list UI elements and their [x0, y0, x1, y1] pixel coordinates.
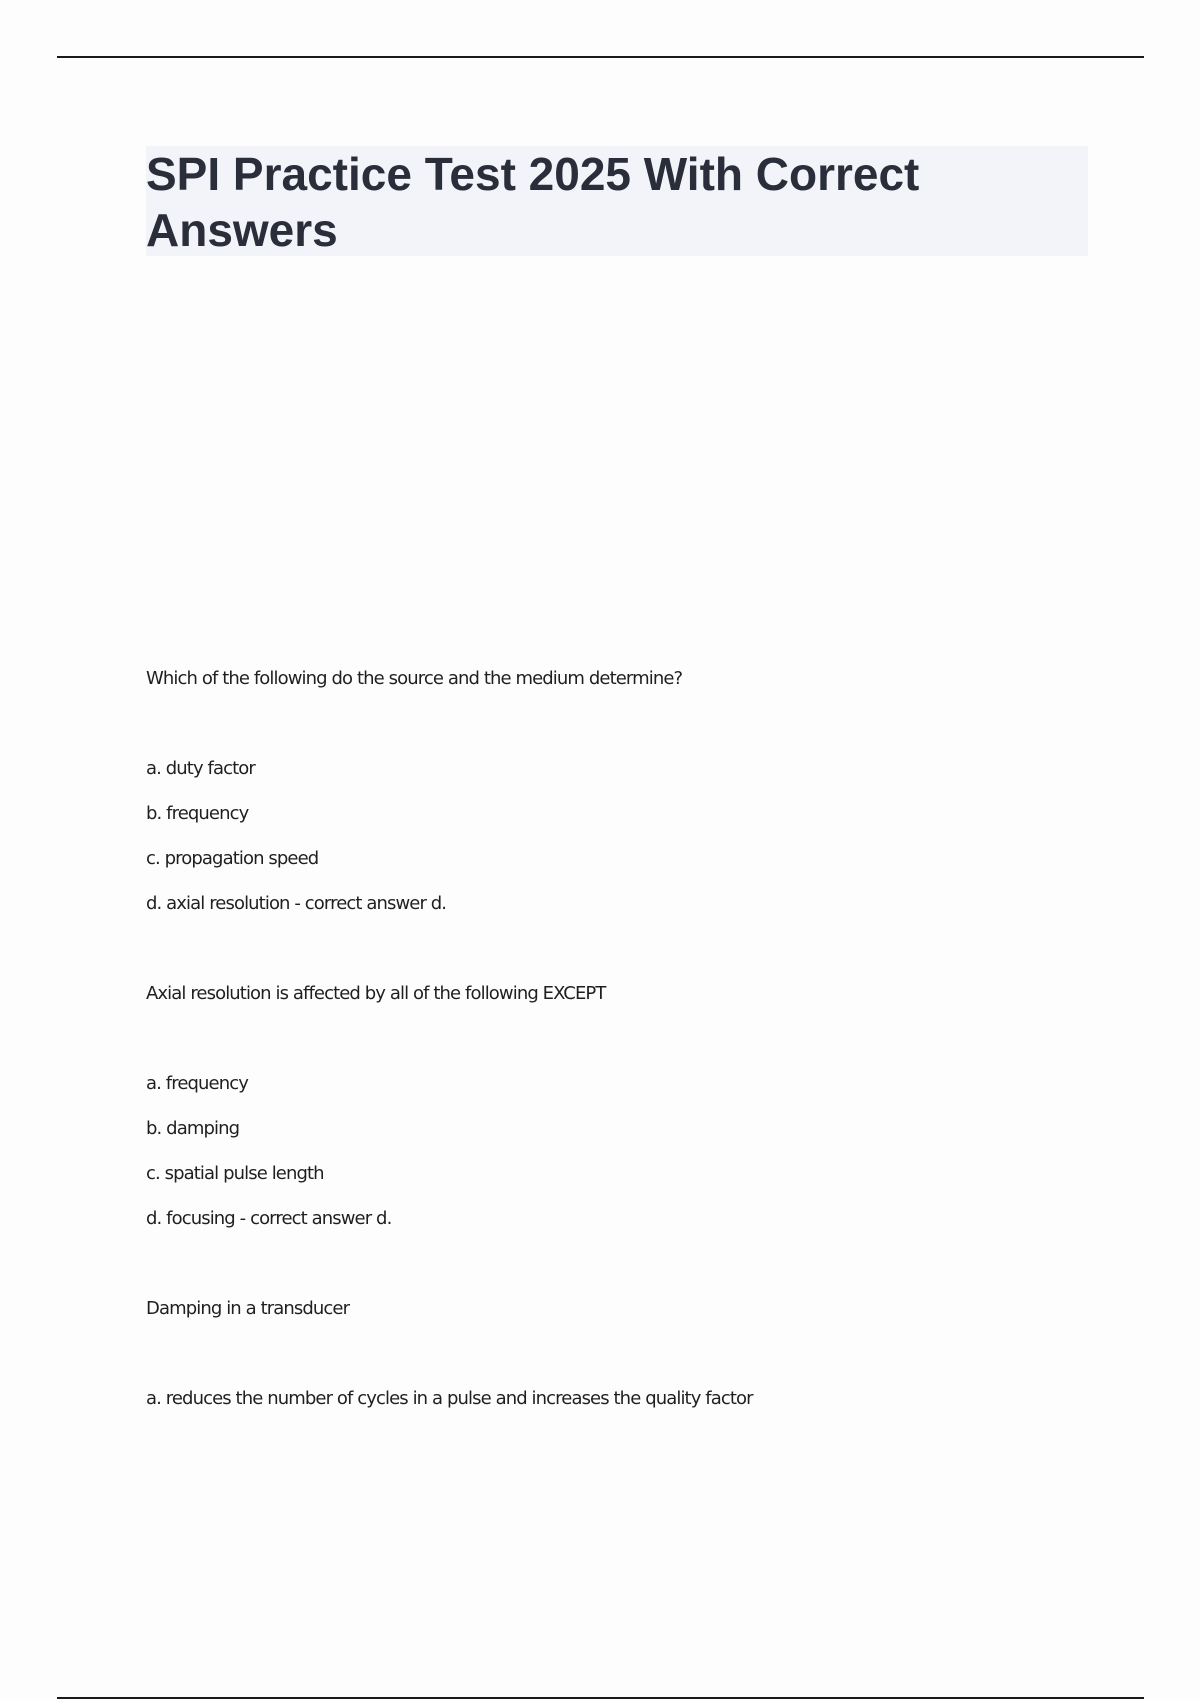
answer-option: d. focusing - correct answer d. [146, 1208, 392, 1229]
question-text: Axial resolution is affected by all of the following EXCEPT [146, 983, 606, 1004]
question-text: Damping in a transducer [146, 1298, 350, 1319]
answer-option: a. reduces the number of cycles in a pulse and increases the quality factor [146, 1388, 753, 1409]
question-block [146, 979, 1086, 1234]
answer-option: c. propagation speed [146, 848, 319, 869]
answer-option: d. axial resolution - correct answer d. [146, 893, 447, 914]
answer-option: b. damping [146, 1118, 240, 1139]
page-title: SPI Practice Test 2025 With Correct Answers [146, 148, 920, 256]
answer-option: c. spatial pulse length [146, 1163, 324, 1184]
bottom-divider [57, 1697, 1144, 1699]
top-divider [57, 56, 1144, 58]
question-text: Which of the following do the source and the medium determine? [146, 668, 683, 689]
question-block [146, 664, 1086, 919]
answer-option: a. duty factor [146, 758, 255, 779]
question-block [146, 1294, 1086, 1414]
answer-option: b. frequency [146, 803, 249, 824]
question-list [146, 664, 1086, 1414]
answer-option: a. frequency [146, 1073, 248, 1094]
